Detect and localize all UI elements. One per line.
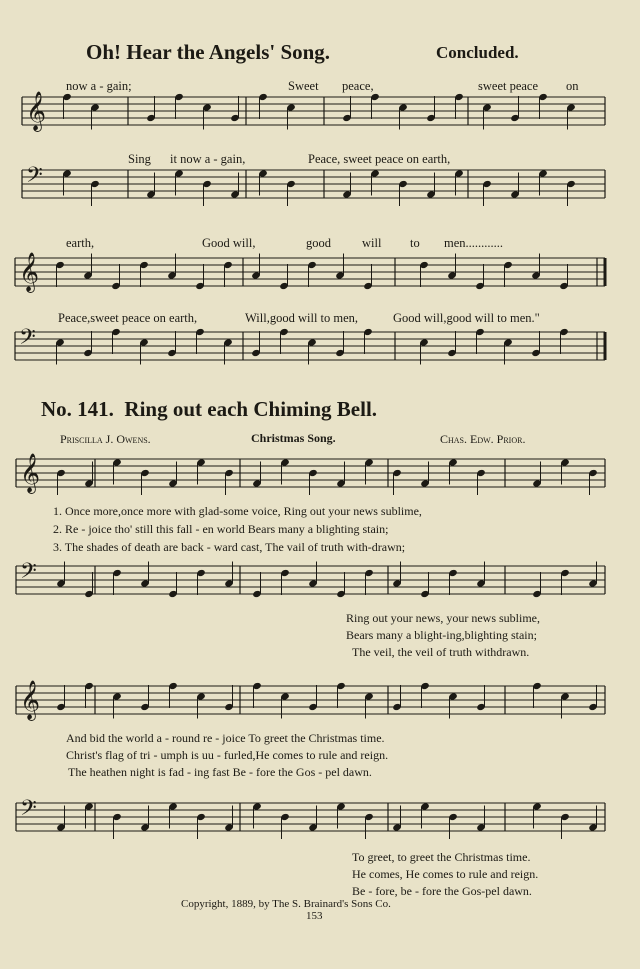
treble-clef-icon: 𝄞 <box>20 453 41 493</box>
verse-line: 2. Re - joice tho' still this fall - en world Bears many a blighting stain; <box>53 522 389 536</box>
s2-upper-lyric: good <box>306 236 331 250</box>
refrain-line: The veil, the veil of truth withdrawn. <box>352 645 530 659</box>
bass-clef-icon: 𝄢 <box>20 559 37 589</box>
author-credit: Priscilla J. Owens. <box>60 432 151 446</box>
hymn-heading <box>41 397 377 422</box>
s2-upper-lyric: men............ <box>444 236 504 250</box>
song-type: Christmas Song. <box>251 431 336 445</box>
bass-clef-icon: 𝄢 <box>26 163 43 193</box>
refrain-line: Bears many a blight-ing,blighting stain; <box>346 628 537 642</box>
hymn-title: Ring out each Chiming Bell. <box>124 397 378 421</box>
verse-line: Christ's flag of tri - umph is uu - furled,He comes to rule and reign. <box>66 748 389 762</box>
refrain-line: He comes, He comes to rule and reign. <box>352 867 539 881</box>
concluded-label: Concluded. <box>436 43 519 62</box>
s1-upper-lyric: now a - gain; <box>66 79 132 93</box>
composer-credit: Chas. Edw. Prior. <box>440 432 526 446</box>
refrain-line: Be - fore, be - fore the Gos-pel dawn. <box>352 884 532 898</box>
s1-lower-lyric: Sing <box>128 152 151 166</box>
s1-lower-lyric: it now a - gain, <box>170 152 246 166</box>
s1-upper-lyric: Sweet <box>288 79 319 93</box>
verse-line: 1. Once more,once more with glad-some voice, Ring out your news sublime, <box>53 504 422 518</box>
s2-upper-lyric: earth, <box>66 236 95 250</box>
s2-lower-lyric: Peace,sweet peace on earth, <box>58 311 198 325</box>
s1-upper-lyric: sweet peace <box>478 79 539 93</box>
treble-clef-icon: 𝄞 <box>20 680 41 720</box>
bass-clef-icon: 𝄢 <box>19 325 36 355</box>
treble-clef-icon: 𝄞 <box>26 91 47 131</box>
bass-clef-icon: 𝄢 <box>20 796 37 826</box>
verse-line: And bid the world a - round re - joice To greet the Christmas time. <box>66 731 385 745</box>
treble-clef-icon: 𝄞 <box>19 252 40 292</box>
hymn-number: No. 141. <box>41 397 114 421</box>
s1-lower-lyric: Peace, sweet peace on earth, <box>308 152 451 166</box>
s2-upper-lyric: will <box>362 236 382 250</box>
page-number: 153 <box>306 910 323 922</box>
refrain-line: To greet, to greet the Christmas time. <box>352 850 531 864</box>
s2-lower-lyric: Will,good will to men, <box>245 311 359 325</box>
s2-upper-lyric: to <box>410 236 420 250</box>
copyright-notice: Copyright, 1889, by The S. Brainard's Sons Co. <box>181 898 391 910</box>
s2-upper-lyric: Good will, <box>202 236 256 250</box>
s1-upper-lyric: peace, <box>342 79 374 93</box>
s1-upper-lyric: on <box>566 79 579 93</box>
s2-lower-lyric: Good will,good will to men." <box>393 311 540 325</box>
refrain-line: Ring out your news, your news sublime, <box>346 611 540 625</box>
hymn-title-continued: Oh! Hear the Angels' Song. <box>86 40 331 64</box>
verse-line: The heathen night is fad - ing fast Be - fore the Gos - pel dawn. <box>68 765 372 779</box>
verse-line: 3. The shades of death are back - ward cast, The vail of truth with-drawn; <box>53 540 406 554</box>
